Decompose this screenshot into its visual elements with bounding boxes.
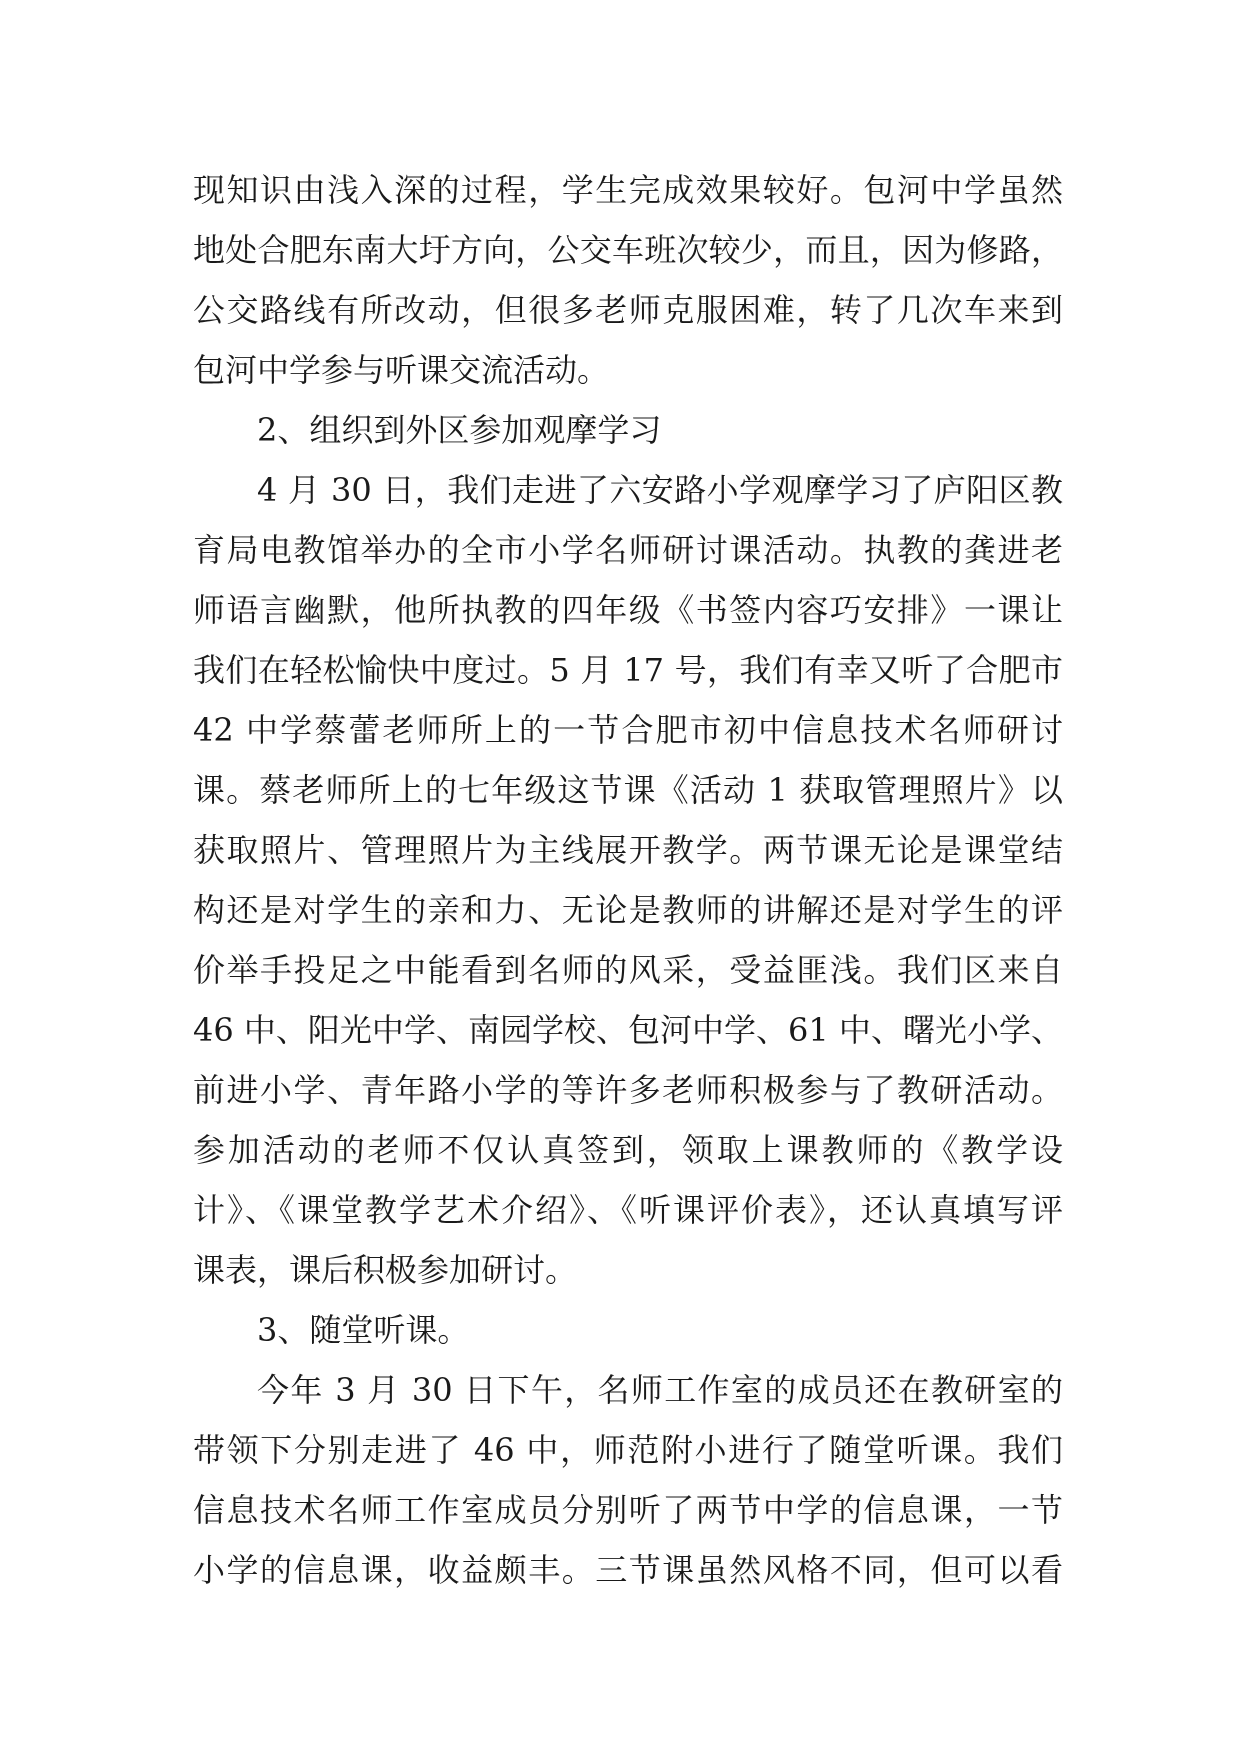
text-line: 我们在轻松愉快中度过。5 月 17 号，我们有幸又听了合肥市 (193, 651, 1063, 689)
text-line: 育局电教馆举办的全市小学名师研讨课活动。执教的龚进老 (193, 531, 1063, 569)
text-line: 参加活动的老师不仅认真签到，领取上课教师的《教学设 (193, 1131, 1063, 1169)
text-line: 小学的信息课，收益颇丰。三节课虽然风格不同，但可以看 (193, 1551, 1063, 1589)
text-line: 今年 3 月 30 日下午，名师工作室的成员还在教研室的 (257, 1371, 1063, 1409)
text-line: 4 月 30 日，我们走进了六安路小学观摩学习了庐阳区教 (257, 471, 1063, 509)
text-line: 地处合肥东南大圩方向，公交车班次较少，而且，因为修路， (193, 231, 1063, 269)
text-line: 价举手投足之中能看到名师的风采，受益匪浅。我们区来自 (193, 951, 1063, 989)
text-line: 课表，课后积极参加研讨。 (193, 1251, 578, 1289)
text-line: 计》、《课堂教学艺术介绍》、《听课评价表》，还认真填写评 (193, 1191, 1063, 1229)
text-line: 现知识由浅入深的过程，学生完成效果较好。包河中学虽然 (193, 171, 1063, 209)
text-line: 42 中学蔡蕾老师所上的一节合肥市初中信息技术名师研讨 (193, 711, 1063, 749)
text-line: 46 中、阳光中学、南园学校、包河中学、61 中、曙光小学、 (193, 1011, 1063, 1049)
text-line: 带领下分别走进了 46 中，师范附小进行了随堂听课。我们 (193, 1431, 1063, 1469)
text-line: 课。蔡老师所上的七年级这节课《活动 1 获取管理照片》以 (193, 771, 1063, 809)
text-line: 师语言幽默，他所执教的四年级《书签内容巧安排》一课让 (193, 591, 1063, 629)
text-line: 2、组织到外区参加观摩学习 (257, 411, 662, 449)
text-line: 构还是对学生的亲和力、无论是教师的讲解还是对学生的评 (193, 891, 1063, 929)
text-line: 包河中学参与听课交流活动。 (193, 351, 610, 389)
text-line: 公交路线有所改动，但很多老师克服困难，转了几次车来到 (193, 291, 1063, 329)
text-line: 前进小学、青年路小学的等许多老师积极参与了教研活动。 (193, 1071, 1063, 1109)
text-line: 信息技术名师工作室成员分别听了两节中学的信息课，一节 (193, 1491, 1063, 1529)
text-line: 3、随堂听课。 (257, 1311, 470, 1349)
body-text (193, 160, 1063, 1600)
text-line: 获取照片、管理照片为主线展开教学。两节课无论是课堂结 (193, 831, 1063, 869)
